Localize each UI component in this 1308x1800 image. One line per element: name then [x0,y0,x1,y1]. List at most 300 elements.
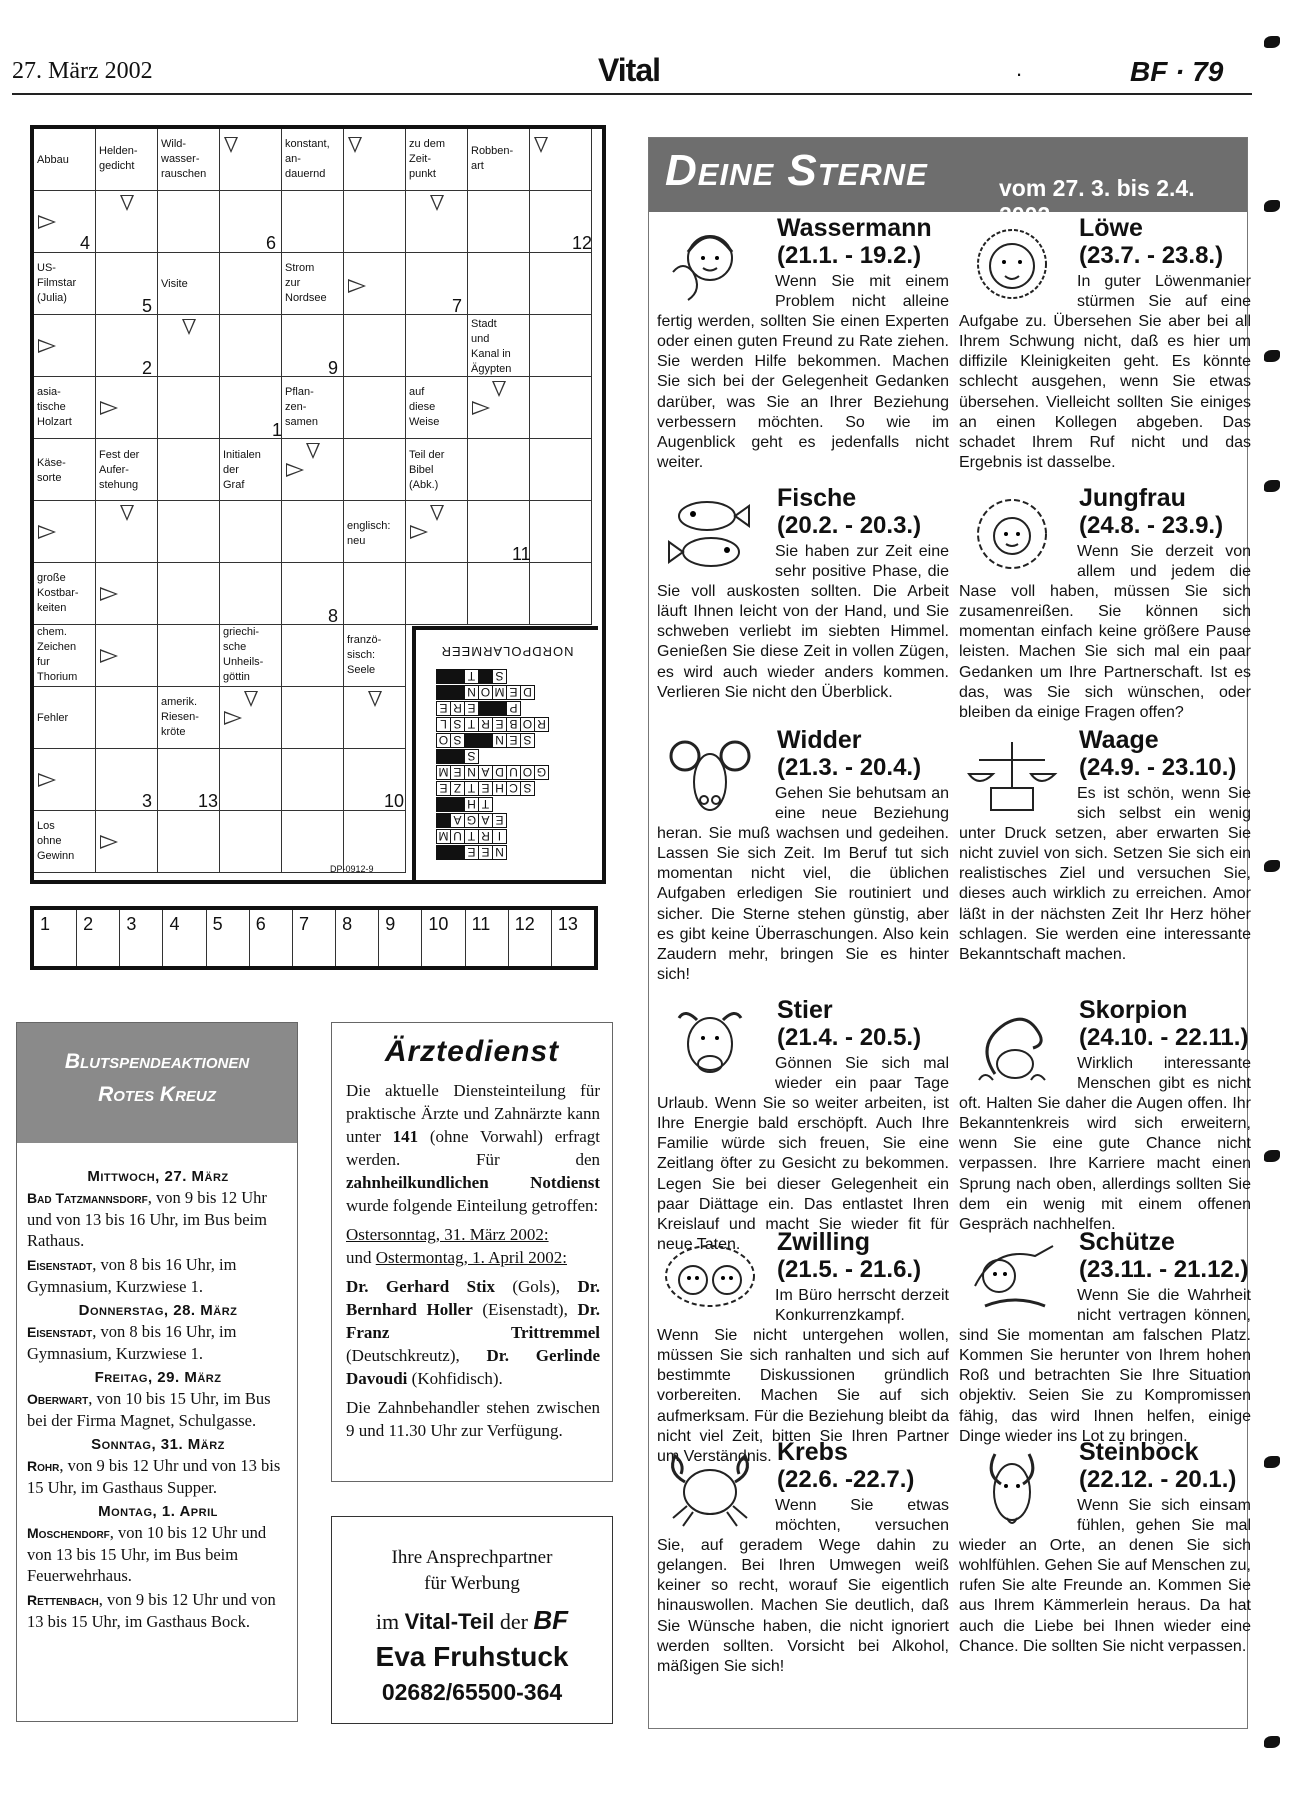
cell-number: 10 [384,791,405,811]
donation-details: , von 8 bis 16 Uhr, im Gymnasium, Kurzwiese 1. [27,1255,237,1296]
solution-cell: E [478,845,493,860]
arrow-right-icon [100,649,118,663]
solution-cell: G [534,765,549,780]
crossword-cell[interactable] [158,377,220,439]
sign-text [959,542,1251,723]
solution-cell [450,845,465,860]
solution-cell: U [450,829,465,844]
solution-cell: R [478,717,493,732]
donation-entry [27,1455,289,1498]
solution-cell: C [506,781,521,796]
solution-cell [450,797,465,812]
arrow-right-icon [100,401,118,415]
solution-cell: E [450,765,465,780]
clue-abbau: Abbau [37,154,69,166]
solution-row [436,732,596,748]
crossword-cell[interactable] [158,811,220,873]
solution-cell: E [436,781,451,796]
sign-date-range: (22.12. - 20.1.) [1079,1466,1237,1493]
clue-konstant: konstant, an- dauernd [285,138,330,180]
sign-text [959,1286,1251,1447]
crossword-cell[interactable] [282,749,344,811]
crossword-cell[interactable] [344,377,406,439]
sign-text-body: Wirklich interessante Menschen gibt es nicht oft. Halten Sie daher die Augen offen. Ihr Bekanntenkreis wird sich erweitern, wenn Sie eine gute Chance nicht verpassen. Ihre Karriere macht einen Sprung nach oben, allerdings sollten Sie dem ein wenig mit einem offenen Gespräch nachhelfen. [959,1055,1251,1233]
cell-number: 12 [572,233,593,253]
solution-cell: S [520,733,535,748]
sign-date-range: (21.1. - 19.2.) [777,242,922,269]
donation-entry [27,1388,289,1431]
solution-cell: G [464,813,479,828]
solution-cell: S [450,733,465,748]
blood-title-2: Rotes Kreuz [98,1083,216,1106]
arrow-down-icon [244,691,258,707]
solution-cell: E [464,701,479,716]
donation-day: Mittwoch, 27. März [87,1168,229,1185]
clue-heldengedicht: Helden- gedicht [99,145,138,172]
donation-place: Bad Tatzmannsdorf [27,1190,148,1206]
clue-weise: auf diese Weise [409,386,440,428]
crossword-cell[interactable] [158,191,220,253]
solution-cell [492,701,507,716]
crossword-cell[interactable] [530,501,592,563]
arrow-down-icon [182,319,196,335]
horoscope-title: Deine Sterne [665,146,928,195]
crossword-cell[interactable] [530,253,592,315]
crossword-cell[interactable] [468,253,530,315]
scan-mark [1264,1150,1280,1162]
answer-cell[interactable]: 6 [250,910,293,966]
clue-neu: englisch: neu [347,520,391,547]
solution-cell: P [506,701,521,716]
solution-row [436,796,596,812]
solution-cell: Z [450,781,465,796]
donation-details: , von 10 bis 15 Uhr, im Bus bei der Firma Magnet, Schulgasse. [27,1389,271,1430]
clue-pflanzensamen: Pflan- zen- samen [285,386,319,428]
crossword-cell[interactable] [344,315,406,377]
solution-cell [478,701,493,716]
solution-cell [464,733,479,748]
answer-cell[interactable]: 8 [336,910,379,966]
answer-cell[interactable]: 5 [207,910,250,966]
solution-cell: N [492,845,507,860]
solution-cell: O [520,765,535,780]
crossword-cell[interactable] [530,439,592,501]
solution-row [436,684,596,700]
arrow-right-icon [224,711,242,725]
crossword-cell[interactable] [406,563,468,625]
blood-donation-box [16,1022,298,1722]
solution-cell: E [506,685,521,700]
issue-date: 27. März 2002 [12,58,153,84]
doctors-list [346,1275,600,1390]
ad-line-1: Ihre Ansprechpartner [391,1547,553,1568]
answer-cell[interactable]: 12 [509,910,552,966]
arrow-down-icon [224,137,238,153]
clue-strom: Strom zur Nordsee [285,262,327,304]
solution-cell: O [520,717,535,732]
arrow-down-icon [368,691,382,707]
sign-text-body: In guter Löwenmanier stürmen Sie auf eine Aufgabe zu. Übersehen Sie aber bei all Ihrem Schwung nicht, daß es hier um diffizile Kleinigkeiten geht. Es könnte schlecht ausgehen, wenn Sie etwas übersehen. Vielleicht sollten Sie einiges an einen Kollegen abgeben. Das schadet Ihrem Ruf nicht und das Ergebnis ist dasselbe. [959,273,1251,471]
donation-entry [27,1187,289,1251]
clue-seele: franzö- sisch: Seele [347,634,382,676]
arrow-right-icon [410,525,428,539]
crossword-cell[interactable] [282,625,344,687]
clue-goettin: griechi- sche Unheils- göttin [223,626,264,683]
doctors-duty-dates [346,1223,600,1269]
sign-name: Jungfrau [1079,484,1186,512]
solution-cell: O [436,733,451,748]
arrow-right-icon [286,463,304,477]
ad-line-2: für Werbung [424,1573,520,1594]
sign-name: Skorpion [1079,996,1188,1024]
clue-fest: Fest der Aufer- stehung [99,449,140,491]
solution-cell [436,813,451,828]
solution-cell: A [450,813,465,828]
sign-text-body: Wenn Sie etwas möchten, versuchen Sie, auf geradem Wege dahin zu gelangen. Bei Ihren Umwegen weiß keiner so recht, worauf Sie eigentlich hinauswollen. Machen Sie deutlich, daß Sie Wünsche haben, die nicht ignoriert werden sollten. Vorsicht bei Alkohol, mäßigen Sie sich! [657,1497,949,1675]
solution-cell: T [464,829,479,844]
solution-row [436,700,596,716]
sign-text-body: Es ist schön, wenn Sie sich selbst ein wenig unter Druck setzen, aber erwarten Sie nicht zuviel von sich. Setzen Sie sich ein realistisches Ziel und versuchen Sie, dieses auch wirklich zu erreichen. Amor läßt in der nächsten Zeit Ihr Herz höher schlagen. Sie werden eine interessante Bekanntschaft machen. [959,785,1251,963]
doctors-hours: Die Zahnbehandler stehen zwischen 9 und 11.30 Uhr zur Verfügung. [346,1398,600,1440]
scan-mark [1264,1456,1280,1468]
crossword-cell[interactable] [530,563,592,625]
ad-contact-name: Eva Fruhstuck [375,1641,569,1672]
solution-cell: S [520,781,535,796]
arrow-right-icon [38,215,56,229]
cell-number: 13 [198,791,219,811]
answer-cell[interactable]: 11 [466,910,509,966]
text: Die aktuelle Diensteinteilung für praktische Ärzte und Zahnärzte kann unter [346,1081,600,1146]
puzzle-code: DP-0912-9 [330,864,374,874]
crossword-cell[interactable] [282,191,344,253]
emphasis: zahnheilkundlichen Notdienst [346,1173,600,1192]
scan-mark [1264,480,1280,492]
date: Ostermontag, 1. April 2002: [375,1248,567,1267]
donation-place: Moschendorf [27,1525,110,1541]
answer-row [30,906,598,970]
answer-cell[interactable]: 3 [120,910,163,966]
sign-text [657,272,949,473]
clue-initialen: Initialen der Graf [223,449,261,491]
clue-gewinn: Los ohne Gewinn [37,820,75,862]
arrow-right-icon [100,835,118,849]
doctor-name: Dr. Franz Trittremmel [346,1300,600,1342]
text: der [494,1609,534,1634]
crossword-cell[interactable] [468,563,530,625]
solution-row [436,716,596,732]
doctors-duty-box [331,1022,613,1482]
clue-zeitpunkt: zu dem Zeit- punkt [409,138,446,180]
cell-number: 9 [328,358,339,378]
solution-cell: D [520,685,535,700]
crossword-cell[interactable] [158,501,220,563]
solution-cell [436,797,451,812]
solution-row [436,828,596,844]
solution-row [436,764,596,780]
crossword-cell[interactable] [344,191,406,253]
solution-cell: R [478,829,493,844]
solution-cell [450,749,465,764]
answer-cell[interactable]: 1 [34,910,77,966]
clue-filmstar: US- Filmstar (Julia) [37,262,77,304]
sign-date-range: (23.7. - 23.8.) [1079,242,1224,269]
sign-text-body: Sie haben zur Zeit eine sehr positive Phase, die Sie voll auskosten sollten. Die Arbeit läuft Ihnen leicht von der Hand, und Sie schweben verliebt im siebten Himmel. Genießen Sie diese Zeit in vollen Zügen, es wird auch wieder anders kommen. Verlieren Sie nicht den Überblick. [657,543,949,701]
header-rule [12,93,1252,95]
answer-cell[interactable]: 7 [293,910,336,966]
cell-number: 3 [142,791,153,811]
crossword-cell[interactable] [96,687,158,749]
text: im [375,1609,405,1634]
solution-cell: T [464,717,479,732]
answer-cell[interactable]: 10 [422,910,465,966]
sign-text [959,784,1251,965]
solution-cell: A [478,765,493,780]
sign-date-range: (23.11. - 21.12.) [1079,1256,1249,1283]
solution-cell: S [492,669,507,684]
blood-title-1: Blutspendeaktionen [64,1050,250,1073]
solution-cell [436,685,451,700]
ad-line-3 [332,1607,612,1635]
sign-name: Stier [777,996,833,1024]
donation-entry [27,1254,289,1297]
cell-number: 8 [328,606,339,626]
donation-day: Sonntag, 31. März [91,1436,225,1453]
sign-date-range: (24.9. - 23.10.) [1079,754,1237,781]
section-title: Vital [598,52,660,88]
donation-day: Freitag, 29. März [94,1369,222,1386]
page-number: BF · 79 [1130,56,1224,87]
arrow-down-icon [120,505,134,521]
text: Vital-Teil [404,1609,495,1634]
scan-mark [1264,36,1280,48]
donation-day: Donnerstag, 28. März [78,1302,238,1319]
sign-date-range: (21.3. - 20.4.) [777,754,922,781]
solution-cell: T [464,781,479,796]
solution-cell [450,685,465,700]
crossword-cell[interactable] [220,563,282,625]
crossword-cell[interactable] [468,191,530,253]
solution-row [436,668,596,684]
solution-cell [436,845,451,860]
answer-cell[interactable]: 4 [163,910,206,966]
arrow-down-icon [120,195,134,211]
horoscope-period: vom 27. 3. bis 2.4. 2002 [999,175,1195,228]
answer-cell[interactable]: 2 [77,910,120,966]
arrow-down-icon [348,137,362,153]
bf-logo: BF [533,1605,569,1635]
clue-wildwasser: Wild- wasser- rauschen [161,138,207,180]
sign-name: Waage [1079,726,1159,754]
clue-bibel: Teil der Bibel (Abk.) [409,449,445,491]
solution-cell [436,749,451,764]
donation-entry [27,1321,289,1364]
answer-cell[interactable]: 13 [557,914,578,934]
sign-date-range: (20.2. - 20.3.) [777,512,922,539]
clue-holzart: asia- tische Holzart [37,386,72,428]
clue-visite: Visite [161,278,188,290]
solution-cell: L [436,717,451,732]
sign-name: Krebs [777,1438,848,1466]
sign-text-body: Wenn Sie sich einsam fühlen, gehen Sie mal wieder an Orte, an denen Sie sich wohlfühlen. Gehen Sie auf Menschen zu, rufen Sie alte Freunde an. Kommen Sie aus Ihrem Kämmerlein heraus. Da hat auch die Liebe bei Ihnen wieder eine Chance. Die sollten Sie nicht verpassen. [959,1497,1251,1655]
crossword-cell[interactable] [406,315,468,377]
sign-text [657,542,949,703]
sign-name: Steinbock [1079,1438,1199,1466]
crossword-cell[interactable] [282,687,344,749]
arrow-down-icon [534,137,548,153]
text: wurde folgende Einteilung getroffen: [346,1196,599,1215]
solution-cell: E [464,845,479,860]
scan-mark [1264,860,1280,872]
header-dot: . [1016,56,1023,81]
solution-cell: H [464,797,479,812]
crossword-cell[interactable] [158,625,220,687]
donation-details: , von 10 bis 12 Uhr und von 13 bis 15 Uhr, im Bus beim Feuerwehrhaus. [27,1523,267,1585]
cell-number: 6 [266,233,277,253]
doctor-location: (Eisenstadt), [472,1300,578,1319]
arrow-right-icon [472,401,490,415]
crossword-cell[interactable] [282,501,344,563]
sign-text-body: Gönnen Sie sich mal wieder ein paar Tage Urlaub. Wenn Sie so weiter arbeiten, ist Ihre Energie bald erschöpft. Auch Ihre Familie würde sich freuen, Sie eine Zeitlang öfter zu Gesicht zu bekommen. Legen Sie bei dieser Gelegenheit ein paar Diättage ein. Das entlastet Ihren Kreislauf und macht Sie wieder fit für neue Taten. [657,1055,949,1253]
phone-number: 141 [392,1127,419,1146]
donation-details: , von 9 bis 12 Uhr und von 13 bis 15 Uhr, im Gasthaus Bock. [27,1590,276,1631]
solution-cell: I [492,829,507,844]
doctors-duty-intro [346,1079,600,1217]
scan-mark [1264,1736,1280,1748]
solution-grid [436,668,596,860]
crossword-cell[interactable] [220,501,282,563]
crossword-cell[interactable] [468,439,530,501]
solution-cell [436,669,451,684]
sign-name: Wassermann [777,214,932,242]
solution-title: NORDPOLARMEER [440,644,574,659]
clue-kroete: amerik. Riesen- kröte [161,696,199,738]
blood-donation-header [17,1023,297,1143]
horoscope-box [648,137,1251,1729]
advertising-contact-box [331,1516,613,1724]
crossword-cell[interactable] [158,439,220,501]
donation-details: , von 9 bis 12 Uhr und von 13 bis 16 Uhr, im Bus beim Rathaus. [27,1188,267,1250]
sign-name: Zwilling [777,1228,871,1256]
solution-row [436,748,596,764]
donation-place: Oberwart [27,1391,89,1407]
doctor-name: Dr. Gerlinde Davoudi [346,1346,600,1388]
clue-fehler: Fehler [37,712,69,724]
donation-place: Eisenstadt [27,1257,93,1273]
sign-date-range: (24.10. - 22.11.) [1079,1024,1249,1051]
doctors-duty-text [346,1079,600,1448]
solution-cell: M [436,829,451,844]
arrow-down-icon [306,443,320,459]
donation-entry [27,1522,289,1586]
arrow-down-icon [430,505,444,521]
solution-row [436,844,596,860]
donation-entry [27,1589,289,1632]
clue-stadt: Stadt und Kanal in Ägypten [471,318,512,375]
cell-number: 1 [272,420,283,440]
doctor-name: Dr. Bernhard Holler [346,1277,600,1319]
solution-cell: A [478,813,493,828]
cell-number: 2 [142,358,153,378]
doctor-location: (Kohfidisch). [407,1369,503,1388]
solution-cell: O [478,685,493,700]
solution-cell: S [464,749,479,764]
clue-thorium: chem. Zeichen fur Thorium [37,626,78,683]
sign-name: Widder [777,726,862,754]
sign-text [959,272,1251,473]
solution-cell: D [492,765,507,780]
solution-cell: E [492,813,507,828]
solution-cell: M [492,685,507,700]
sign-text [959,1054,1251,1235]
clue-robbenart: Robben- art [471,145,514,172]
solution-cell: R [534,717,549,732]
sign-date-range: (21.4. - 20.5.) [777,1024,922,1051]
solution-cell: U [506,765,521,780]
crossword-cell[interactable] [158,563,220,625]
sign-text-body: Wenn Sie mit einem Problem nicht alleine fertig werden, sollten Sie einen Experten oder einen guten Freund zu Rate ziehen. Sie werden Hilfe bekommen. Machen Sie sich bei der Gelegenheit Gedanken darüber, was Sie an Ihrer Beziehung verbessern möchten. So wie im Augenblick geht es jedenfalls nicht weiter. [657,273,949,471]
crossword-cell[interactable] [220,315,282,377]
sign-text [657,1054,949,1255]
donation-place: Eisenstadt [27,1324,93,1340]
doctor-name: Dr. Gerhard Stix [346,1277,495,1296]
sign-name: Fische [777,484,857,512]
crossword-cell[interactable] [220,253,282,315]
arrow-right-icon [38,339,56,353]
arrow-right-icon [38,773,56,787]
donation-place: Rohr [27,1458,60,1474]
sign-text [657,784,949,985]
solution-cell [478,669,493,684]
solution-cell: H [492,781,507,796]
solution-cell: R [450,701,465,716]
donation-details: , von 8 bis 16 Uhr, im Gymnasium, Kurzwiese 1. [27,1322,237,1363]
clue-kostbar: große Kostbar- keiten [37,572,79,614]
donation-day: Montag, 1. April [98,1503,218,1520]
solution-cell [478,733,493,748]
solution-cell: N [492,733,507,748]
solution-cell: T [464,669,479,684]
doctor-location: (Deutschkreutz), [346,1346,487,1365]
crossword-cell[interactable] [530,315,592,377]
crossword-cell[interactable] [220,749,282,811]
arrow-down-icon [492,381,506,397]
donation-place: Rettenbach [27,1592,99,1608]
scan-mark [1264,350,1280,362]
solution-row [436,812,596,828]
crossword-cell[interactable] [220,811,282,873]
crossword-cell[interactable] [344,563,406,625]
text: und [346,1248,376,1267]
crossword-cell[interactable] [344,439,406,501]
sign-date-range: (24.8. - 23.9.) [1079,512,1224,539]
ad-phone: 02682/65500-364 [381,1679,563,1705]
solution-cell: B [506,717,521,732]
sign-date-range: (21.5. - 21.6.) [777,1256,922,1283]
date: Ostersonntag, 31. März 2002: [346,1225,549,1244]
solution-cell: E [478,781,493,796]
clue-kaese: Käse- sorte [37,457,66,484]
solution-cell: S [450,717,465,732]
answer-cell[interactable]: 9 [379,910,422,966]
arrow-right-icon [348,279,366,293]
blood-donation-list [27,1163,289,1635]
crossword-cell[interactable] [530,377,592,439]
sign-text-body: Gehen Sie behutsam an eine neue Beziehung heran. Sie muß wachsen und gedeihen. Lassen Sie sich Zeit. Im Beruf tut sich momentan nicht viel, die üblichen Aufgaben erledigen Sie routiniert und sicher. Die Sterne stehen günstig, aber es gibt keine Überraschungen. Also kein Zaudern mehr, bringen Sie es hinter sich! [657,785,949,983]
solution-cell: N [464,685,479,700]
sign-text [657,1496,949,1677]
cell-number: 11 [512,544,531,564]
solution-cell: E [506,733,521,748]
